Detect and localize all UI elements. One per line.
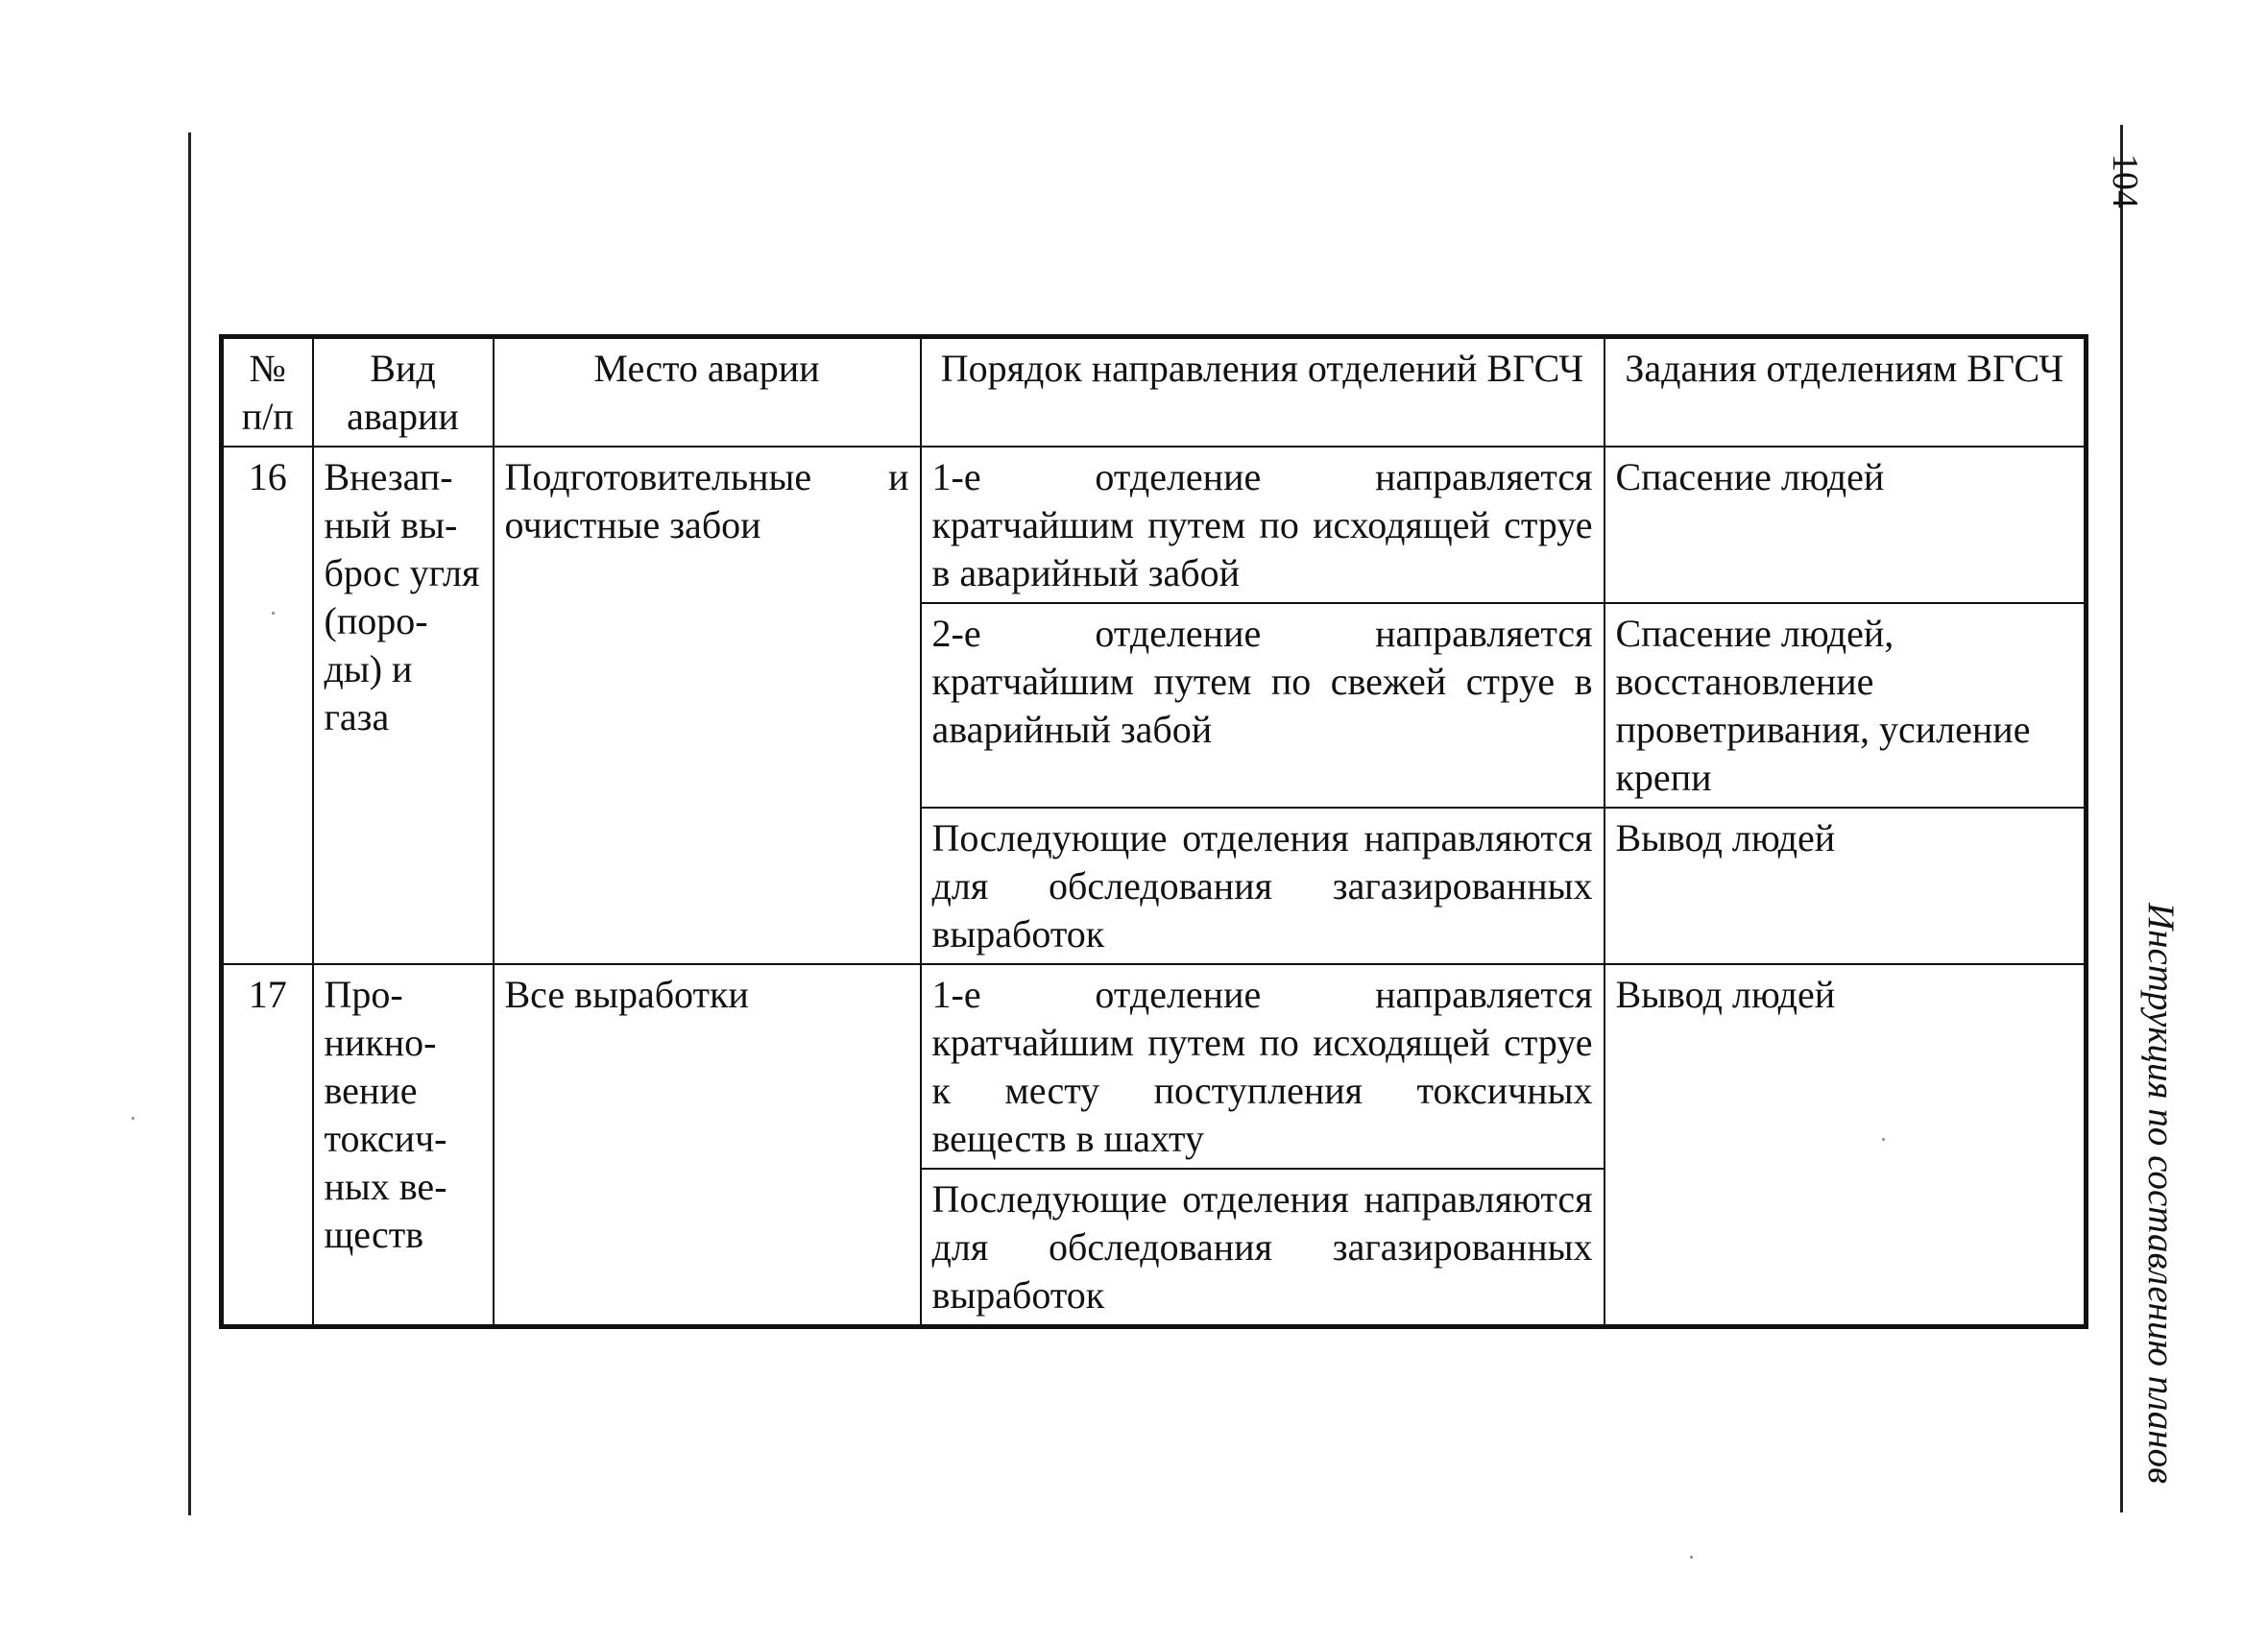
- binding-margin-line: [188, 133, 191, 1515]
- task-cell: Спасение людей: [1604, 447, 2087, 603]
- header-accident-type: Вид аварии: [313, 337, 494, 448]
- order-cell: 1-е отделение направляется кратчайшим путем по исходящей струе в аварийный забой: [921, 447, 1604, 603]
- task-cell: Вывод людей: [1604, 808, 2087, 964]
- task-cell: Вывод людей: [1604, 964, 2087, 1327]
- table-row: [222, 447, 2087, 603]
- running-title: Инструкция по составлению планов: [2140, 903, 2182, 1485]
- table-header-row: [222, 337, 2087, 448]
- accident-place-cell: Подготовительные и очистные забои: [494, 447, 921, 964]
- order-cell: Последующие отделения направляются для обследования загазированных выработок: [921, 808, 1604, 964]
- order-cell: 2-е отделение направляется кратчайшим путем по свежей струе в аварийный забой: [921, 603, 1604, 808]
- header-order: Порядок направления отделений ВГСЧ: [921, 337, 1604, 448]
- row-number: 16: [222, 447, 313, 964]
- scan-speck: [132, 1117, 134, 1120]
- accident-type-cell: Про-никно-вение токсич-ных ве-ществ: [313, 964, 494, 1327]
- scan-speck: [1882, 1138, 1885, 1141]
- page-number: 104: [2105, 154, 2145, 208]
- running-title-rule: [2120, 125, 2123, 1512]
- header-tasks: Задания отделениям ВГСЧ: [1604, 337, 2087, 448]
- scan-speck: [1690, 1556, 1693, 1559]
- header-number: № п/п: [222, 337, 313, 448]
- table-row: [222, 964, 2087, 1169]
- order-cell: 1-е отделение направляется кратчайшим путем по исходящей струе к месту поступления токсичных веществ в шахту: [921, 964, 1604, 1169]
- header-accident-place: Место аварии: [494, 337, 921, 448]
- accident-place-cell: Все выработки: [494, 964, 921, 1327]
- order-cell: Последующие отделения направляются для обследования загазированных выработок: [921, 1169, 1604, 1327]
- row-number: 17: [222, 964, 313, 1327]
- rescue-plan-table: [219, 334, 2088, 1329]
- task-cell: Спасение людей, восстановление проветривания, усиление крепи: [1604, 603, 2087, 808]
- scan-speck: [272, 612, 275, 615]
- accident-type-cell: Внезап-ный вы-брос угля (поро-ды) и газа: [313, 447, 494, 964]
